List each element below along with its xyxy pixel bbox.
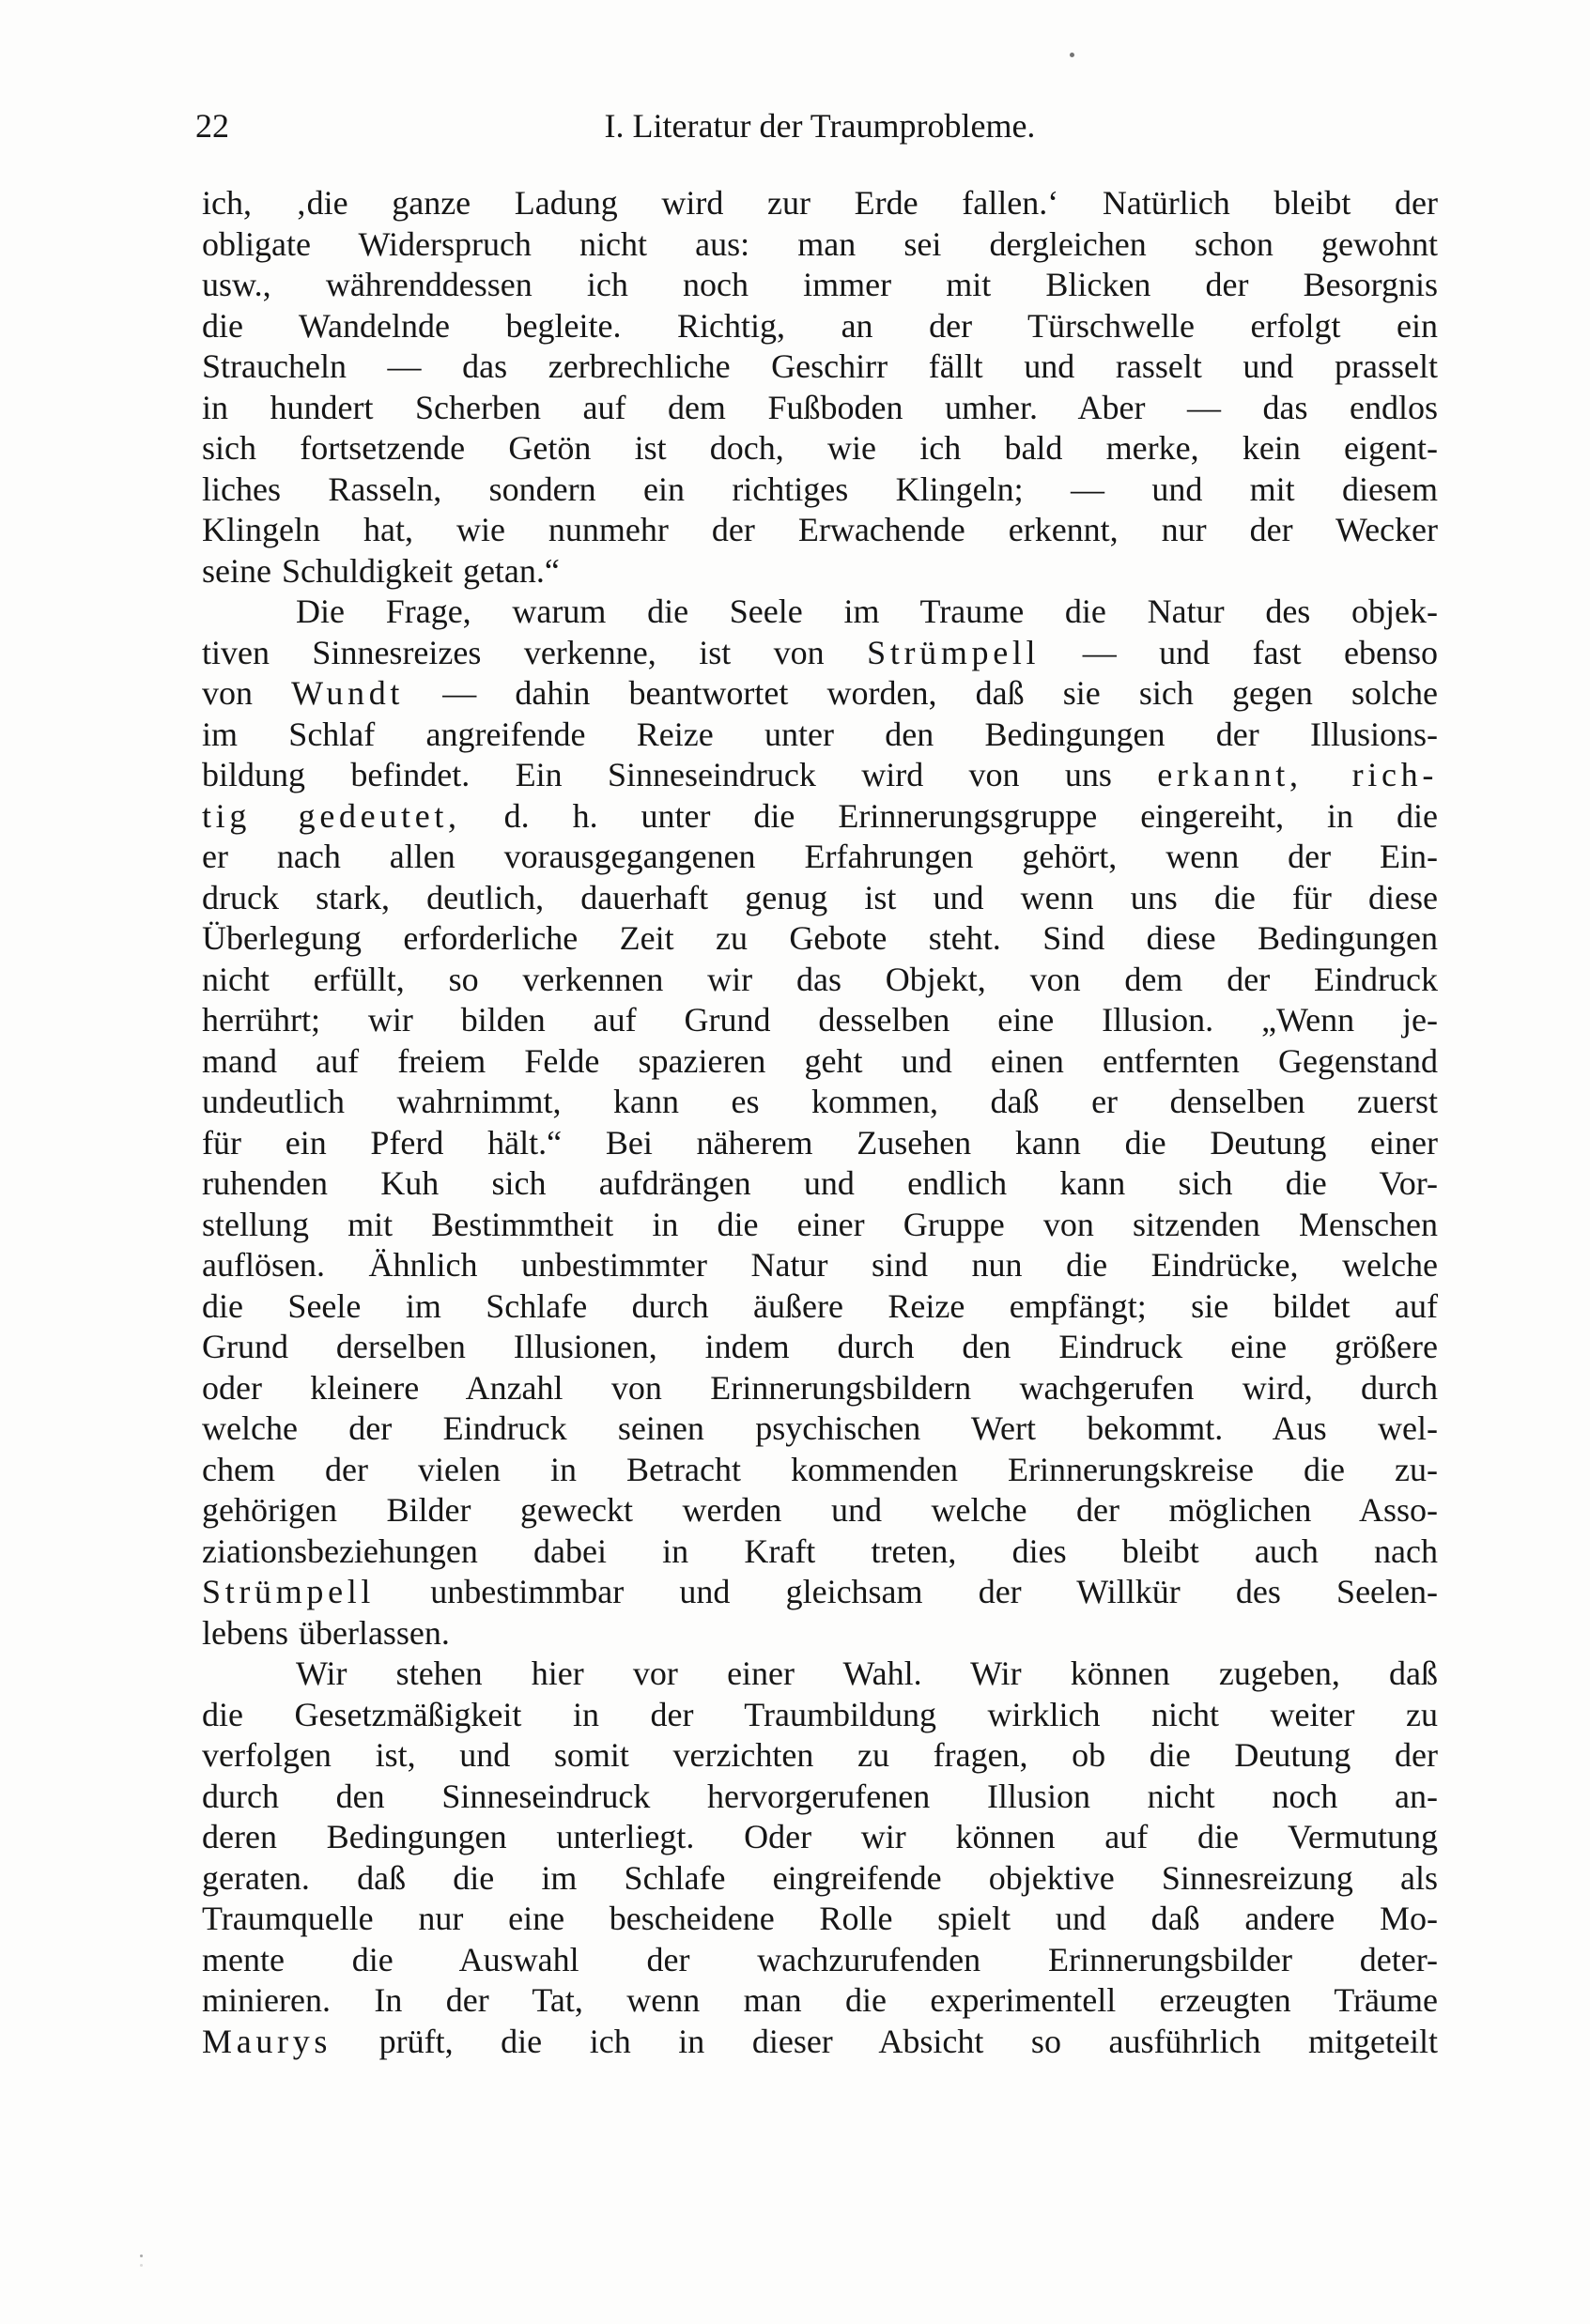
text-line: verfolgen ist, und somit verzichten zu fragen, ob die Deutung der [202, 1736, 1438, 1774]
text-line: die Seele im Schlafe durch äußere Reize empfängt; sie bildet auf [202, 1286, 1438, 1325]
text-line: im Schlaf angreifende Reize unter den Bedingungen der Illusions- [202, 715, 1438, 753]
text-line: Straucheln — das zerbrechliche Geschirr fällt und rasselt und prasselt [202, 347, 1438, 385]
text-line: ich, ‚die ganze Ladung wird zur Erde fallen.‘ Natürlich bleibt der [202, 184, 1438, 222]
text-line: Grund derselben Illusionen, indem durch den Eindruck eine größere [202, 1328, 1438, 1365]
text-line: durch den Sinneseindruck hervorgerufenen Illusion nicht noch an- [202, 1777, 1438, 1815]
text-line: sich fortsetzende Getön ist doch, wie ich bald merke, kein eigent- [202, 429, 1438, 467]
text-line: ziationsbeziehungen dabei in Kraft treten, dies bleibt auch nach [202, 1531, 1438, 1570]
text-line: druck stark, deutlich, dauerhaft genug ist und wenn uns die für diese [202, 878, 1438, 916]
text-line: tiven Sinnesreizes verkenne, ist von Strümpell — und fast ebenso [202, 633, 1438, 671]
text-line: oder kleinere Anzahl von Erinnerungsbildern wachgerufen wird, durch [202, 1368, 1438, 1407]
letterspaced-word: Strümpell [867, 633, 1041, 671]
text-line: seine Schuldigkeit getan.“ [202, 551, 560, 590]
text-line: bildung befindet. Ein Sinneseindruck wird von uns erkannt, rich- [202, 756, 1438, 793]
text-line: usw., währenddessen ich noch immer mit Blicken der Besorgnis [202, 266, 1438, 303]
text-line: Strümpell unbestimmbar und gleichsam der Willkür des Seelen- [202, 1573, 1438, 1610]
text-line: für ein Pferd hält.“ Bei näherem Zusehen kann die Deutung einer [202, 1123, 1438, 1162]
text-line: mente die Auswahl der wachzurufenden Erinnerungsbilder deter- [202, 1940, 1438, 1978]
text-line: in hundert Scherben auf dem Fußboden umher. Aber — das endlos [202, 388, 1438, 426]
text-line: er nach allen vorausgegangenen Erfahrungen gehört, wenn der Ein- [202, 838, 1438, 875]
scan-artifact-dot [140, 2255, 143, 2257]
letterspaced-word: erkannt, rich- [1157, 756, 1438, 793]
text-line: ruhenden Kuh sich aufdrängen und endlich kann sich die Vor- [202, 1164, 1438, 1202]
text-line: von Wundt — dahin beantwortet worden, daß sie sich gegen solche [202, 674, 1439, 712]
text-line: undeutlich wahrnimmt, kann es kommen, daß er denselben zuerst [202, 1083, 1438, 1120]
text-line: stellung mit Bestimmtheit in die einer Gruppe von sitzenden Menschen [202, 1205, 1438, 1243]
text-line: gehörigen Bilder geweckt werden und welche der möglichen Asso- [202, 1491, 1438, 1529]
text-line: Wir stehen hier vor einer Wahl. Wir können zugeben, daß [296, 1655, 1438, 1692]
page-text [202, 183, 1438, 2062]
text-line: obligate Widerspruch nicht aus: man sei dergleichen schon gewohnt [202, 224, 1438, 263]
text-line: tig gedeutet, d. h. unter die Erinnerungsgruppe eingereiht, in die [202, 796, 1438, 835]
text-line: deren Bedingungen unterliegt. Oder wir können auf die Vermutung [202, 1818, 1438, 1855]
text-line: auflösen. Ähnlich unbestimmter Natur sind nun die Eindrücke, welche [202, 1246, 1438, 1284]
text-line: Die Frage, warum die Seele im Traume die Natur des objek- [296, 593, 1438, 630]
text-line: herrührt; wir bilden auf Grund desselben eine Illusion. „Wenn je- [202, 1001, 1438, 1039]
text-line: Maurys prüft, die ich in dieser Absicht so ausführlich mitgeteilt [202, 2022, 1438, 2060]
text-line: Klingeln hat, wie nunmehr der Erwachende erkennt, nur der Wecker [202, 511, 1438, 548]
text-line: lebens überlassen. [202, 1613, 450, 1652]
text-line: Traumquelle nur eine bescheidene Rolle spielt und daß andere Mo- [202, 1900, 1438, 1937]
text-line: welche der Eindruck seinen psychischen Wert bekommt. Aus wel- [202, 1409, 1438, 1447]
scan-artifact-dot [1070, 53, 1074, 57]
text-line: Überlegung erforderliche Zeit zu Gebote steht. Sind diese Bedingungen [202, 919, 1438, 957]
text-line: chem der vielen in Betracht kommenden Erinnerungskreise die zu- [202, 1450, 1438, 1488]
text-line: die Wandelnde begleite. Richtig, an der Türschwelle erfolgt ein [202, 306, 1438, 345]
letterspaced-word: Maurys [202, 2022, 332, 2060]
page-number: 22 [195, 107, 229, 145]
text-line: liches Rasseln, sondern ein richtiges Klingeln; — und mit diesem [202, 469, 1438, 508]
page-header [0, 105, 1590, 146]
text-line: mand auf freiem Felde spazieren geht und einen entfernten Gegenstand [202, 1041, 1438, 1080]
text-line: die Gesetzmäßigkeit in der Traumbildung wirklich nicht weiter zu [202, 1695, 1438, 1733]
running-title: I. Literatur der Traumprobleme. [604, 107, 1036, 145]
text-line: nicht erfüllt, so verkennen wir das Objekt, von dem der Eindruck [202, 960, 1438, 998]
letterspaced-word: Wundt [291, 674, 405, 712]
text-line: minieren. In der Tat, wenn man die experimentell erzeugten Träume [202, 1981, 1438, 2019]
letterspaced-word: Strümpell [202, 1573, 376, 1610]
text-line: geraten. daß die im Schlafe eingreifende objektive Sinnesreizung als [202, 1858, 1438, 1897]
letterspaced-word: tig gedeutet, [202, 796, 461, 835]
